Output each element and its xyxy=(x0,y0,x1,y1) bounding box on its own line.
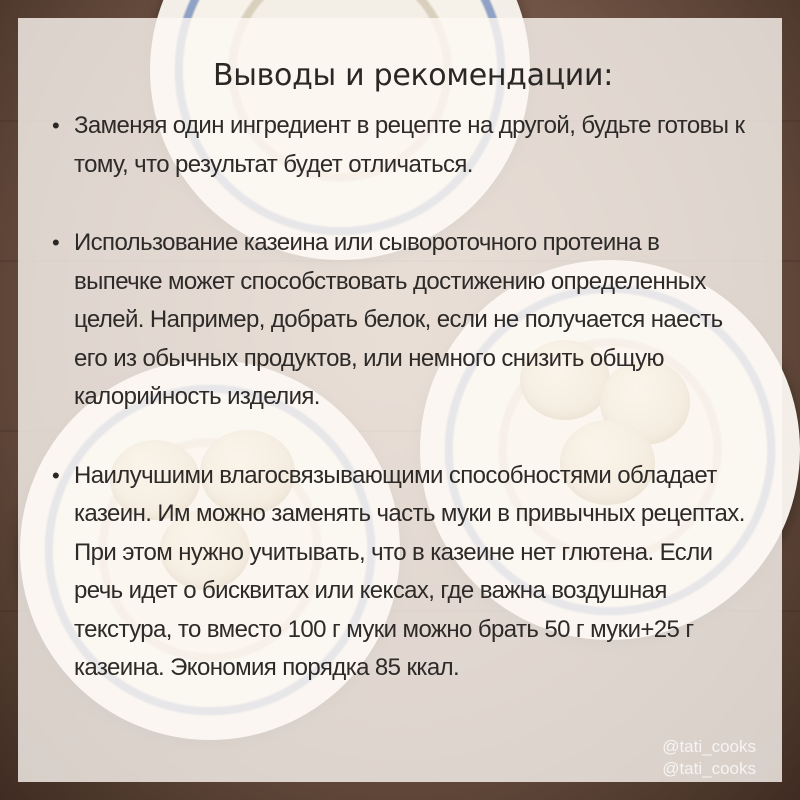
list-item-text: Использование казеина или сывороточного протеина в выпечке может способствовать достижению определенных целей. Например, добрать белок, если не получается наесть его из обычных продуктов, или немного снизить общую калорийность изделия. xyxy=(74,229,723,410)
watermark xyxy=(662,736,756,780)
watermark-line: @tati_cooks xyxy=(662,759,756,778)
list-item-text: Наилучшими влагосвязывающими способностями обладает казеин. Им можно заменять часть муки в привычных рецептах. При этом нужно учитывать, что в казеине нет глютена. Если речь идет о бисквитах или кексах, где важна воздушная текстура, то вместо 100 г муки можно брать 50 г муки+25 г казеина. Экономия порядка 85 ккал. xyxy=(74,461,745,681)
content-card xyxy=(18,18,782,782)
list-item xyxy=(52,457,752,688)
recommendations-list xyxy=(52,107,752,688)
bullet-icon: • xyxy=(52,462,60,488)
bullet-icon: • xyxy=(52,230,60,255)
list-item-text: Заменяя один ингредиент в рецепте на другой, будьте готовы к тому, что результат будет отличаться. xyxy=(74,112,745,178)
list-item xyxy=(52,224,752,417)
page-title: Выводы и рекомендации: xyxy=(212,58,614,93)
bullet-icon: • xyxy=(52,113,60,138)
watermark-line: @tati_cooks xyxy=(662,737,756,756)
list-item xyxy=(52,107,752,184)
